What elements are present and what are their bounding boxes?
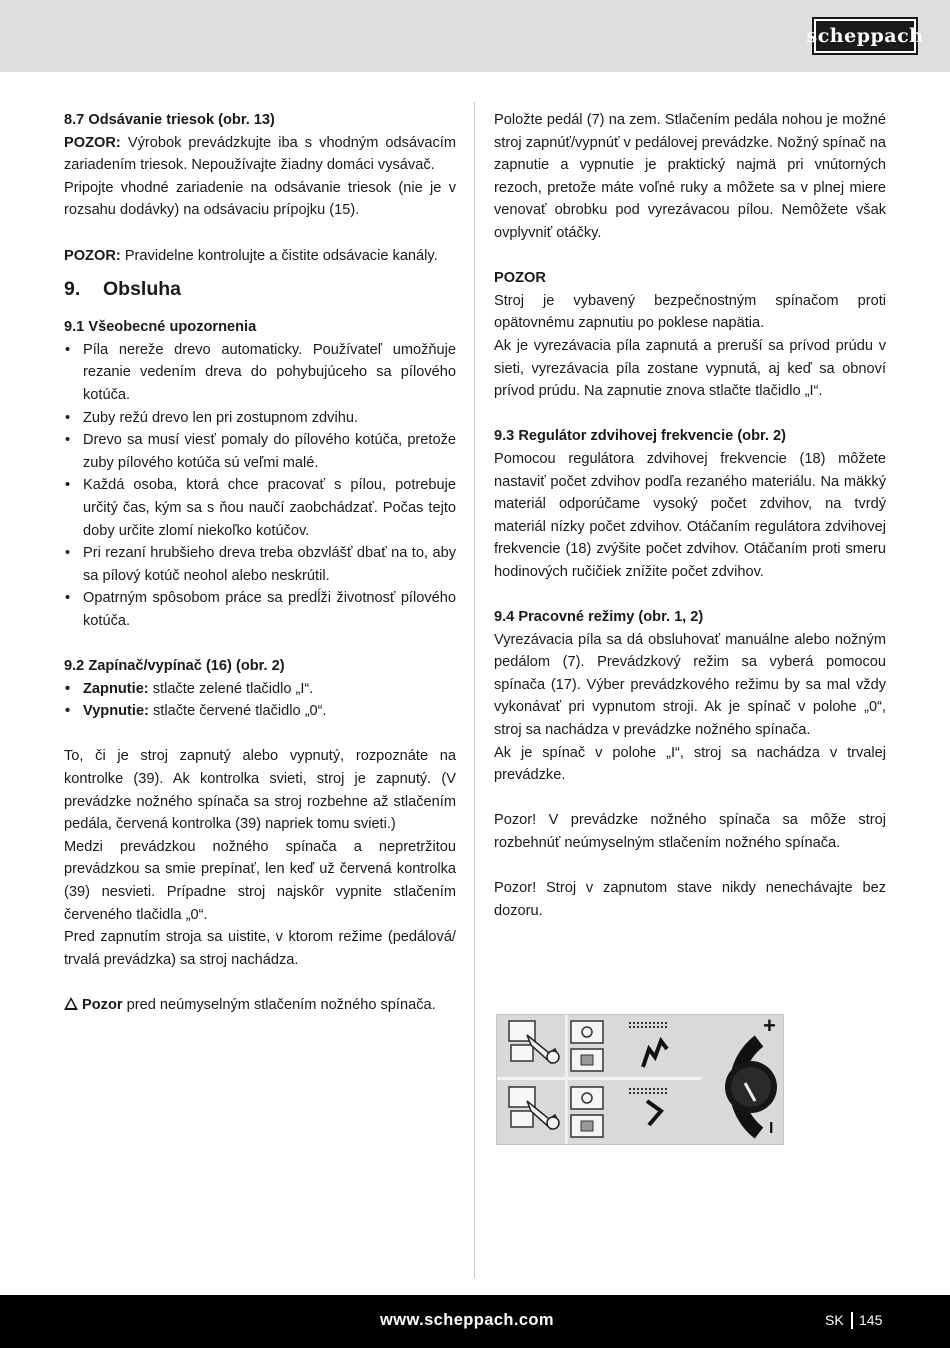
list-item: • Každá osoba, ktorá chce pracovať s pílou, potrebuje určitý čas, kým sa s ňou naučí zaobchádzať. Počas tejto doby určite zlomí niekoľko kotúčov. xyxy=(64,474,456,542)
on-label: Zapnutie: xyxy=(83,680,149,697)
pozor-text: Výrobok prevádzkujte iba s vhodným odsávacím zariadením triesok. Nepoužívajte žiadny domáci vysávač. xyxy=(64,134,456,174)
foot-switch-warning xyxy=(64,994,456,1017)
section-9-4-paragraph-3: Pozor! V prevádzke nožného spínača sa môže stroj rozbehnúť neúmyselným stlačením nožného spínača. xyxy=(494,812,886,851)
section-9-4-paragraph-2: Ak je spínač v polohe „I“, stroj sa nachádza v trvalej prevádzke. xyxy=(494,744,886,784)
pozor-text: Pravidelne kontrolujte a čistite odsávacie kanály. xyxy=(120,247,438,264)
warning-text: pred neúmyselným stlačením nožného spínača. xyxy=(122,996,436,1013)
pozor-label: POZOR: xyxy=(64,247,121,264)
list-item: • Opatrným spôsobom práce sa predĺži životnosť pílového kotúča. xyxy=(64,587,456,632)
section-9-heading xyxy=(64,276,456,302)
on-text: stlačte zelené tlačidlo „I“. xyxy=(148,680,314,697)
section-9-4-paragraph-1: Vyrezávacia píla sa dá obsluhovať manuálne alebo nožným pedálom (7). Prevádzkový režim sa vyberá pomocou spínača (17). Výber prevádzkového režimu by sa mal vždy vykonávať pri vypnutom stroji. Ak je spínač v polohe „0“, stroj sa nachádza v prevádzke nožného spínača. xyxy=(494,631,886,739)
section-9-2-title: 9.2 Zapínač/vypínač (16) (obr. 2) xyxy=(64,658,285,675)
off-label: Vypnutie: xyxy=(83,703,149,720)
control-panel-illustration xyxy=(497,1015,784,1145)
section-9-3-paragraph: Pomocou regulátora zdvihovej frekvencie (18) môžete nastaviť počet zdvihov podľa rezaného materiálu. Na mäkký materiál odporúčame vysoký počet zdvihov, na tvrdý materiál nízky počet zdvihov. Otáčaním regulátora zdvihovej frekvencie (18) zvýšite počet zdvihov. Otáčaním proti smeru hodinových ručičiek znížite počet zdvihov. xyxy=(494,450,886,580)
section-8-7-warning-2 xyxy=(64,245,456,268)
footer-separator xyxy=(851,1312,853,1329)
section-8-7-connect: Pripojte vhodné zariadenie na odsávanie triesok (nie je v rozsahu dodávky) na odsávaciu prípojku (15). xyxy=(64,179,456,219)
warning-icon xyxy=(64,997,78,1010)
left-column xyxy=(64,109,456,1017)
list-item: • Zuby režú drevo len pri zostupnom zdvihu. xyxy=(64,407,456,430)
pozor-paragraph-1: Stroj je vybavený bezpečnostným spínačom proti opätovnému zapnutiu po poklese napätia. xyxy=(494,292,886,332)
right-column xyxy=(494,109,886,922)
warning-label: Pozor xyxy=(82,996,123,1013)
section-9-2-paragraph-1: To, či je stroj zapnutý alebo vypnutý, rozpoznáte na kontrolke (39). Ak kontrolka svieti, stroj je zapnutý. (V prevádzke nožného spínača sa stroj rozbehne až stlačením pedála, červená kontrolka (39) napriek tomu svieti.) xyxy=(64,748,456,833)
section-9-2-paragraph-3: Pred zapnutím stroja sa uistite, v ktorom režime (pedálová/ trvalá prevádzka) sa stroj nachádza. xyxy=(64,929,456,968)
column-divider xyxy=(474,102,475,1278)
pedal-paragraph: Položte pedál (7) na zem. Stlačením pedála nohou je možné stroj zapnúť/vypnúť v pedálovej prevádzke. Nožný spínač na zapnutie a vypnutie je praktický najmä pri vnútorných rezoch, pretože máte voľné ruky a môžete sa v plnej miere venovať obrobku pod vyrezávacou pílou. Nemôžete však ovplyvniť otáčky. xyxy=(494,112,886,241)
list-item-off xyxy=(64,700,456,723)
section-9-1-title: 9.1 Všeobecné upozornenia xyxy=(64,319,257,336)
list-item: • Píla nereže drevo automaticky. Používateľ umožňuje rezanie vedením dreva do pohybujúceho sa pílového kotúča. xyxy=(64,339,456,407)
off-text: stlačte červené tlačidlo „0“. xyxy=(148,703,327,720)
list-item: • Drevo sa musí viesť pomaly do pílového kotúča, pretože zuby pílového kotúča sú veľmi malé. xyxy=(64,429,456,474)
pozor-paragraph-2: Ak je vyrezávacia píla zapnutá a preruší sa prívod prúdu v sieti, vyrezávacia píla zostane vypnutá, aj keď sa obnoví prívod prúdu. Na zapnutie znova stlačte tlačidlo „I“. xyxy=(494,337,886,400)
control-panel-figure xyxy=(496,1014,784,1145)
section-9-4-title: 9.4 Pracovné režimy (obr. 1, 2) xyxy=(494,609,704,626)
list-item-on xyxy=(64,678,456,701)
section-8-7-warning xyxy=(64,132,456,177)
plus-icon: + xyxy=(763,1014,776,1038)
pozor-heading: POZOR xyxy=(494,270,546,287)
page-number: 145 xyxy=(859,1312,883,1328)
scheppach-logo xyxy=(806,17,924,55)
section-title: Obsluha xyxy=(103,278,182,301)
pozor-label: POZOR: xyxy=(64,134,121,151)
logo-text: scheppach xyxy=(806,24,924,47)
switch-list xyxy=(64,678,456,723)
minus-mark: I xyxy=(769,1120,774,1137)
section-8-7-title: 8.7 Odsávanie triesok (obr. 13) xyxy=(64,112,275,128)
section-9-2-paragraph-2: Medzi prevádzkou nožného spínača a nepretržitou prevádzkou sa smie prepínať, len keď už červená kontrolka (39) nesvieti. Prípadne stroj najskôr vypnite stlačením červeného tlačidla „0“. xyxy=(64,838,456,923)
page-footer xyxy=(0,1295,950,1348)
footer-website: www.scheppach.com xyxy=(380,1311,554,1329)
list-item: • Pri rezaní hrubšieho dreva treba obzvlášť dbať na to, aby sa pílový kotúč neohol alebo neskrútil. xyxy=(64,542,456,587)
general-notes-list xyxy=(64,339,456,633)
language-code: SK xyxy=(825,1312,844,1328)
section-9-3-title: 9.3 Regulátor zdvihovej frekvencie (obr. 2) xyxy=(494,428,786,445)
section-9-4-paragraph-4: Pozor! Stroj v zapnutom stave nikdy nenechávajte bez dozoru. xyxy=(494,880,886,919)
section-number: 9. xyxy=(64,278,81,301)
